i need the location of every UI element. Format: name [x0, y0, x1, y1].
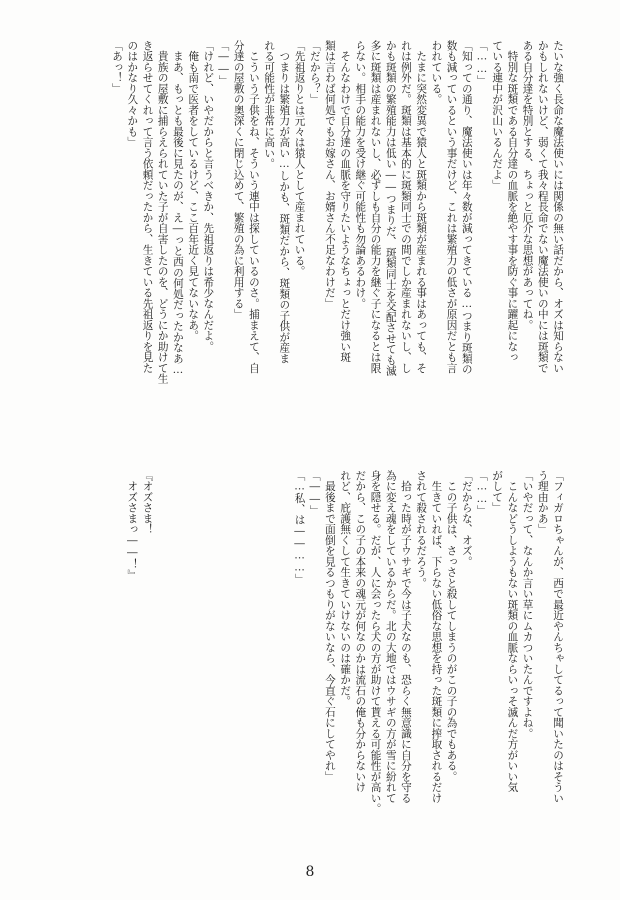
- lower-text-line: 「いやだって、なんか言い草にムカついたんですよね。: [521, 470, 534, 739]
- lower-text-line: こんなどうしようもない斑類の血脈ならいっそ滅んだ方がいい気: [506, 470, 519, 793]
- page-number: 8: [305, 864, 315, 880]
- upper-text-line: 俺も南で医者をしているけど、ここ百年近く見てないなあ。: [187, 40, 200, 341]
- upper-text-line: 「……」: [475, 40, 488, 86]
- lower-text-line: 生きていれば、下らない低俗な思想を持った斑類に搾取されるだけ: [430, 470, 443, 804]
- upper-text-line: そんなわけで自分達の血脈を守りたいようなちょっとだけ強い斑: [339, 40, 352, 363]
- lower-text-line: されて殺されるだろう。: [415, 470, 428, 589]
- upper-text-line: れは例外だ。斑類は基本的に斑類同士での間でしか産まれないし、し: [399, 40, 412, 374]
- upper-text-line: 「知っての通り、魔法使いは年々数が減ってきている…つまり斑類の: [460, 40, 473, 375]
- lower-text-line: 拾った時が子ウサギで今は子犬なのも、恐らく無意識に自分を守る: [399, 470, 412, 804]
- lower-text-line: 「……」: [475, 470, 488, 516]
- lower-text-line: [170, 470, 185, 858]
- upper-text-line: 「だから？」: [308, 40, 321, 105]
- upper-text-line: かも斑類の繁殖能力は低い――つまりだ、斑類同士を交配させても滅: [384, 40, 397, 377]
- lower-text-line: う理由かあ」: [536, 470, 549, 535]
- upper-text-line: 「先祖返りとは元々は猿人として産まれている。: [293, 40, 306, 277]
- upper-text-line: かもしれないけど、弱くて我々程長命でない魔法使いの中には斑類で: [536, 40, 549, 374]
- upper-text-line: 数も減っているという事だけど、これは繁殖力の低さが原因だとも言: [445, 40, 458, 374]
- lower-text-line: 「――」: [308, 470, 321, 516]
- upper-text-line: 類は言わば何処でもお嫁さん、お婿さん不足なわけだ」: [323, 40, 336, 309]
- lower-text-line: [276, 470, 291, 858]
- lower-text-line: 身を隠せる。だが、人に会ったら犬の方が助けて貰える可能性が高い。: [369, 470, 382, 814]
- upper-text-line: 「けれど、いやだからと言うべきか、先祖返りは希少なんだよ。: [202, 40, 215, 352]
- upper-text-line: ある自分達を特別とする、ちょっと厄介な思想があってね。: [521, 40, 534, 331]
- lower-text-line: 「だからな、オズ。: [460, 470, 473, 567]
- lower-text-line: [246, 470, 261, 858]
- upper-text-line: らない。相手の能力を受け継ぐ可能性も勿論あるわけ。: [354, 40, 367, 309]
- lower-text-line: 『オズさま！: [141, 470, 154, 535]
- lower-text-line: [215, 470, 230, 858]
- lower-text-line: 為に変え魂をしているからだ。北の大地ではウサギの方が雪に紛れて: [384, 470, 397, 804]
- upper-text-line: 分達の屋敷の奥深くに閉じ込めて、繁殖の為に利用する」: [232, 40, 245, 320]
- lower-text-column: [5, 470, 565, 858]
- upper-text-line: 「――」: [217, 40, 230, 86]
- upper-text-line: まあ、もっとも最後に見たのが、え―っと西の何処だったかなあ…: [171, 40, 184, 377]
- lower-text-line: この子供は、さっさと殺してしまうのがこの子の為でもある。: [445, 470, 458, 782]
- lower-text-line: だから、この子の本来の魂元が何なのかは流石の俺も分からないけ: [354, 470, 367, 793]
- upper-text-line: つまりは繁殖力が高い…しかも、斑類だから、斑類の子供が産ま: [278, 40, 291, 364]
- upper-text-line: ている連中が沢山いるんだよ」: [491, 40, 504, 191]
- lower-text-line: れど、庇護無くして生きていけないのは確かだ。: [339, 470, 352, 707]
- upper-text-line: 特別な斑類である自分達の血脈を絶やす事を防ぐ事に躍起になっ: [506, 40, 519, 363]
- upper-text-line: 「あっ！」: [111, 40, 124, 94]
- upper-text-column: [35, 40, 565, 426]
- lower-text-line: [155, 470, 170, 858]
- upper-text-line: 多に斑類は産まれないし、必ずしも自分の能力を継ぐ子になるとは限: [369, 40, 382, 374]
- lower-text-line: 「フィガロちゃんが、西で最近やんちゃしてるって聞いたのはそうい: [552, 470, 564, 804]
- lower-text-line: がして」: [491, 470, 504, 513]
- lower-text-line: オズさまっ――！』: [126, 470, 139, 581]
- upper-text-line: たまに突然変異で猿人と斑類から斑類が産まれる事はあっても、そ: [415, 40, 428, 374]
- lower-text-line: [200, 470, 215, 858]
- lower-text-line: [261, 470, 276, 858]
- upper-text-line: こういう子供をね、そういう連中は探しているのさ。捕まえて、自: [247, 40, 260, 374]
- lower-text-line: [231, 470, 246, 858]
- upper-text-line: たいな強く長命な魔法使いには関係の無い話だから、オズは知らない: [552, 40, 564, 374]
- lower-text-line: [185, 470, 200, 858]
- upper-text-line: き返らせてくれって言う依頼だったから、生きている先祖返りを見た: [141, 40, 154, 374]
- lower-text-line: 最後まで面倒を見るつもりがないなら、今直ぐ石にしてやれ」: [323, 470, 336, 782]
- upper-text-line: 貴族の屋敷に捕らえられていた子が自害したのを、どうにか助けて生: [156, 40, 169, 384]
- upper-text-line: われている。: [430, 40, 443, 105]
- upper-text-line: れる可能性が非常に高い。: [263, 40, 276, 169]
- upper-text-line: のはかなり久々かも」: [126, 40, 139, 148]
- lower-text-line: 「…私、は――……」: [293, 470, 306, 585]
